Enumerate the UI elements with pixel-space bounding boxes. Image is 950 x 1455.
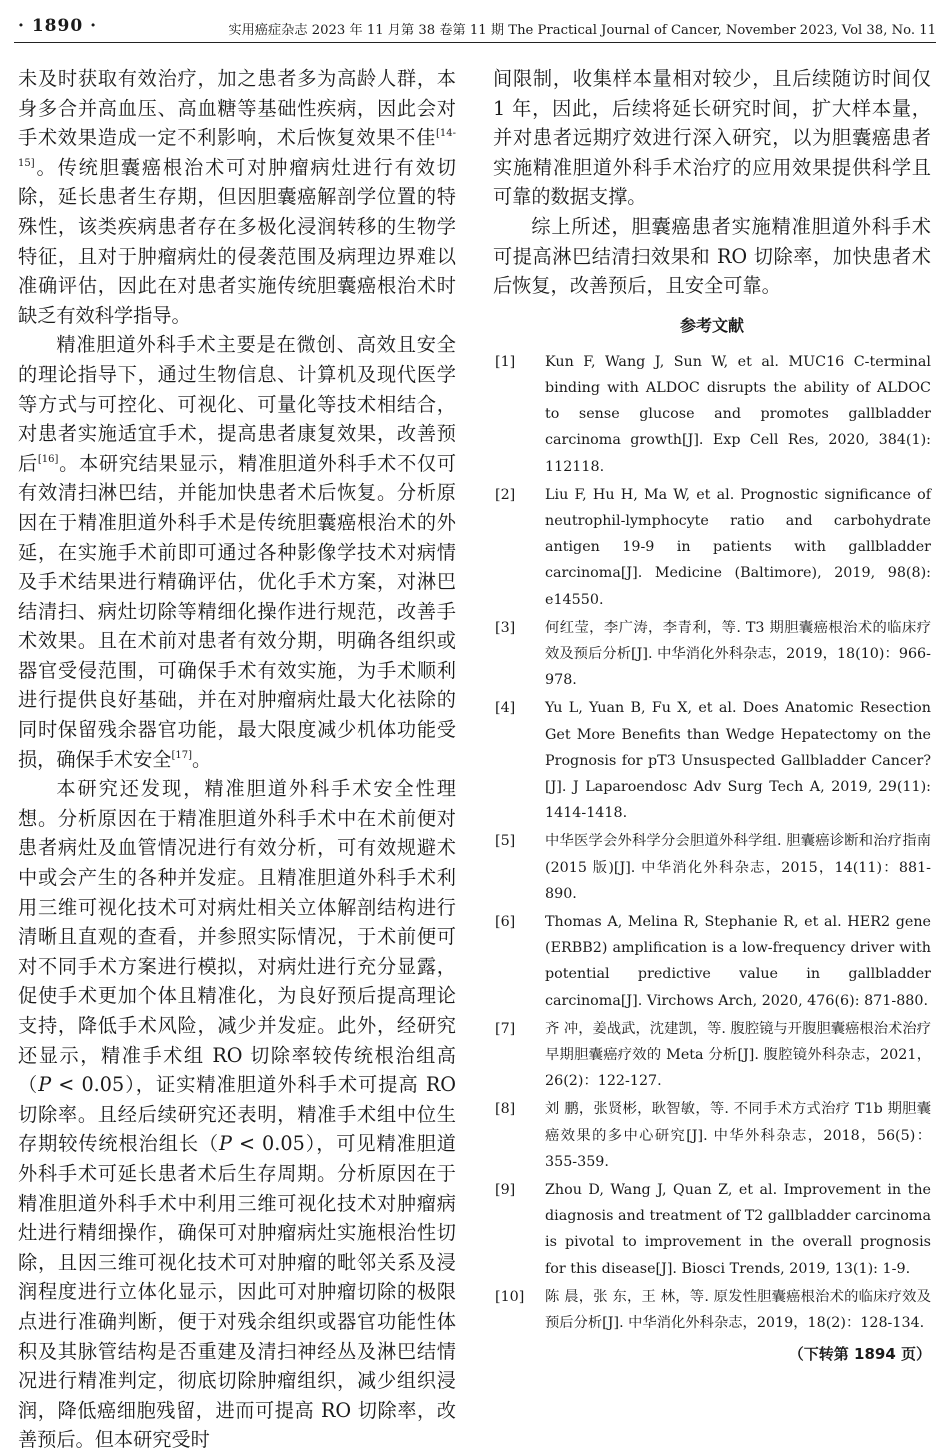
reference-item	[493, 828, 931, 907]
reference-number: [7]	[495, 1020, 516, 1037]
text-run: 。传统胆囊癌根治术可对肿瘤病灶进行有效切除，延长患者生存期，但因胆囊癌解剖学位置的特殊性，该类疾病患者存在多极化浸润转移的生物学特征，且对于肿瘤病灶的侵袭范围及病理边界难以准确评估，因此在对患者实施传统胆囊癌根治术时缺乏有效科学指导。	[18, 155, 456, 327]
reference-item	[493, 1016, 931, 1095]
body-paragraph-continued: 间限制，收集样本量相对较少，且后续随访时间仅 1 年，因此，后续将延长研究时间，扩大样本量，并对患者远期疗效进行深入研究，以为胆囊癌患者实施精准胆道外科手术治疗的应用效果提供科学且可靠的数据支撑。	[493, 67, 931, 209]
reference-text: 齐 冲，姜战武，沈建凯，等. 腹腔镜与开腹胆囊癌根治术治疗早期胆囊癌疗效的 Meta 分析[J]. 腹腔镜外科杂志，2021，26(2)：122-127.	[545, 1020, 931, 1090]
reference-item	[493, 909, 931, 1014]
reference-text: 中华医学会外科学分会胆道外科学组. 胆囊癌诊断和治疗指南(2015 版)[J]. 中华消化外科杂志，2015，14(11)：881-890.	[545, 833, 931, 902]
reference-item	[493, 695, 931, 826]
text-run: 。	[192, 747, 212, 771]
journal-running-title: 实用癌症杂志 2023 年 11 月第 38 卷第 11 期 The Practical Journal of Cancer, November 2023, Vol 38, No. 11	[228, 23, 936, 38]
reference-number: [6]	[495, 914, 516, 931]
reference-item	[493, 1177, 931, 1282]
references-heading: 参考文献	[679, 315, 744, 335]
reference-number: [9]	[495, 1182, 516, 1199]
reference-item	[493, 349, 931, 480]
p-value-symbol: P	[219, 1132, 232, 1156]
reference-number: [5]	[495, 833, 516, 850]
text-run: 精准胆道外科手术主要是在微创、高效且安全的理论指导下，通过生物信息、计算机及现代医学等方式与可控化、可视化、可量化等技术相结合，对患者实施适宜手术，提高患者康复效果，改善预后	[18, 333, 456, 475]
reference-text: Zhou D, Wang J, Quan Z, et al. Improvement in the diagnosis and treatment of T2 gallbladder carcinoma is pivotal to improvement in the overall prognosis for this disease[J]. Biosci Trends, 2019, 13(1): 1-9.	[545, 1182, 931, 1277]
reference-list	[493, 349, 931, 1337]
reference-number: [4]	[495, 700, 516, 717]
reference-text: Thomas A, Melina R, Stephanie R, et al. HER2 gene (ERBB2) amplification is a low-frequency driver with potential predictive value in gallbladder carcinoma[J]. Virchows Arch, 2020, 476(6): 871-880.	[545, 914, 931, 1009]
right-column	[493, 64, 931, 1370]
page-number: · 1890 ·	[18, 16, 97, 36]
reference-number: [1]	[495, 353, 516, 370]
reference-item	[493, 615, 931, 694]
body-paragraph-3	[18, 774, 456, 1455]
citation-marker: [14-15]	[18, 128, 456, 169]
text-run: 本研究还发现，精准胆道外科手术安全性理想。分析原因在于精准胆道外科手术中在术前便对患者病灶及血管情况进行有效分析，可有效规避术中或会产生的各种并发症。且精准胆道外科手术利用三维可视化技术可对病灶相关立体解剖结构进行清晰且直观的查看，并参照实际情况，于术前便可对不同手术方案进行模拟，对病灶进行充分显露，促使手术更加个体且精准化，为良好预后提高理论支持，降低手术风险，减少并发症。此外，经研究还显示，精准手术组 RO 切除率较传统根治组高（	[18, 777, 456, 1097]
reference-item	[493, 1096, 931, 1175]
reference-text: Yu L, Yuan B, Fu X, et al. Does Anatomic Resection Get More Benefits than Wedge Hepatectomy on the Prognosis for pT3 Unsuspected Gallbladder Cancer?[J]. J Laparoendosc Adv Surg Tech A, 2019, 29(11): 1414-1418.	[545, 700, 931, 822]
text-run: < 0.05），可见精准胆道外科手术可延长患者术后生存周期。分析原因在于精准胆道外科手术中利用三维可视化技术对肿瘤病灶进行精细操作，确保可对肿瘤病灶实施根治性切除，且因三维可视化技术可对肿瘤的毗邻关系及浸润程度进行立体化显示，因此可对肿瘤切除的极限点进行准确判断，便于对残余组织或器官功能性体积及其脉管结构是否重建及清扫神经丛及淋巴结情况进行精准判定，彻底切除肿瘤组织，减少组织浸润，降低癌细胞残留，进而可提高 RO 切除率，改善预后。但本研究受时	[18, 1132, 456, 1452]
reference-number: [10]	[495, 1288, 525, 1305]
continued-on-page-note: （下转第 1894 页）	[788, 1345, 931, 1364]
running-header	[14, 14, 936, 43]
reference-text: 何红莹，李广涛，李青利，等. T3 期胆囊癌根治术的临床疗效及预后分析[J]. 中华消化外科杂志，2019，18(10)：966-978.	[545, 619, 931, 689]
conclusion-paragraph: 综上所述，胆囊癌患者实施精准胆道外科手术可提高淋巴结清扫效果和 RO 切除率，加快患者术后恢复，改善预后，且安全可靠。	[493, 214, 931, 298]
reference-number: [8]	[495, 1101, 516, 1118]
reference-text: Liu F, Hu H, Ma W, et al. Prognostic significance of neutrophil-lymphocyte ratio and carbohydrate antigen 19-9 in patients with gallbladder carcinoma[J]. Medicine (Baltimore), 2019, 98(8): e14550.	[545, 486, 931, 608]
body-paragraph-2	[18, 330, 456, 774]
p-value-symbol: P	[38, 1073, 52, 1097]
reference-number: [2]	[495, 486, 516, 503]
body-paragraph-1	[18, 64, 456, 330]
reference-text: 刘 鹏，张贤彬，耿智敏，等. 不同手术方式治疗 T1b 期胆囊癌效果的多中心研究[J]. 中华外科杂志，2018，56(5)：355-359.	[545, 1101, 931, 1170]
text-run: 。本研究结果显示，精准胆道外科手术不仅可有效清扫淋巴结，并能加快患者术后恢复。分析原因在于精准胆道外科手术是传统胆囊癌根治术的外延，在实施手术前即可通过各种影像学技术对病情及手术结果进行精确评估，优化手术方案，对淋巴结清扫、病灶切除等精细化操作进行规范，改善手术效果。且在术前对患者有效分期，明确各组织或器官受侵范围，可确保手术有效实施，为手术顺利进行提供良好基础，并在对肿瘤病灶最大化祛除的同时保留残余器官功能，最大限度减少机体功能受损，确保手术安全	[18, 451, 457, 771]
citation-marker: [16]	[37, 453, 59, 465]
text-run: 未及时获取有效治疗，加之患者多为高龄人群，本身多合并高血压、高血糖等基础性疾病，因此会对手术效果造成一定不利影响，术后恢复效果不佳	[18, 67, 456, 150]
reference-text: 陈 晨，张 东，王 林，等. 原发性胆囊癌根治术的临床疗效及预后分析[J]. 中华消化外科杂志，2019，18(2)：128-134.	[545, 1288, 931, 1332]
reference-item	[493, 482, 931, 613]
reference-text: Kun F, Wang J, Sun W, et al. MUC16 C-terminal binding with ALDOC disrupts the ability of ALDOC to sense glucose and promotes gallbladder carcinoma growth[J]. Exp Cell Res, 2020, 384(1): 112118.	[545, 353, 931, 475]
reference-item	[493, 1284, 931, 1336]
left-column	[18, 64, 456, 1455]
citation-marker: [17]	[171, 749, 193, 761]
reference-number: [3]	[495, 619, 516, 636]
text-run: < 0.05），证实精准胆道外科手术可提高 RO 切除率。且经后续研究还表明，精准手术组中位生存期较传统根治组长（	[18, 1073, 456, 1156]
